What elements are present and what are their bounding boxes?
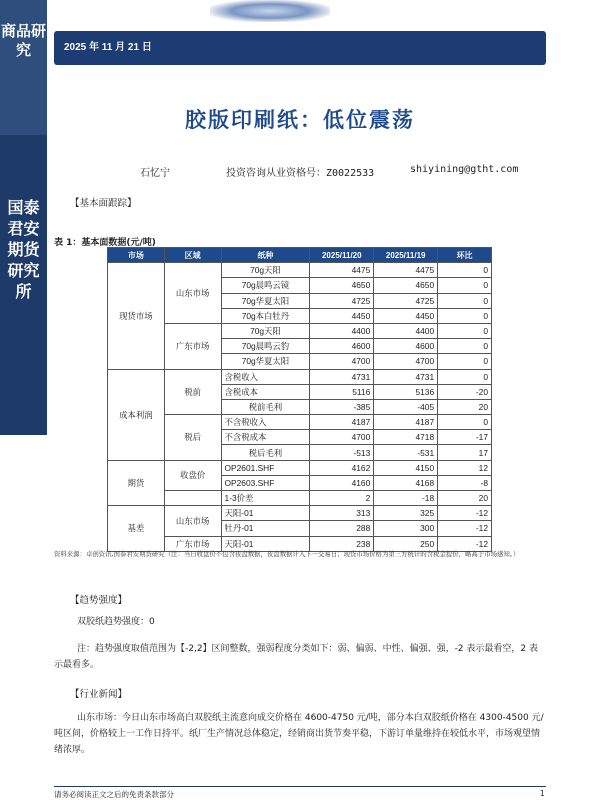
row-value-2: 4400: [374, 323, 438, 338]
row-item: 70g华夏太阳: [221, 293, 310, 308]
row-change: -17: [438, 430, 492, 445]
row-value-1: 4700: [310, 430, 374, 445]
row-item: OP2603.SHF: [221, 475, 310, 490]
row-value-1: 4600: [310, 339, 374, 354]
author-email: shiyining@gtht.com: [410, 164, 519, 175]
row-value-1: 4400: [310, 323, 374, 338]
section-fundamentals: 【基本面跟踪】: [70, 198, 137, 209]
group-futures: 期货: [108, 460, 165, 506]
row-value-1: 4162: [310, 460, 374, 475]
row-value-1: 4650: [310, 278, 374, 293]
row-value-2: 4700: [374, 354, 438, 369]
row-value-2: 325: [374, 506, 438, 521]
row-change: 0: [438, 415, 492, 430]
group-basis-guangdong: 广东市场: [164, 536, 221, 551]
row-item: 税前毛利: [221, 399, 310, 414]
col-header-region: 区域: [164, 248, 221, 263]
row-item: 70g晨鸣云豹: [221, 339, 310, 354]
table-row: [108, 415, 492, 430]
table-header-row: [108, 248, 492, 263]
group-shandong: 山东市场: [164, 263, 221, 324]
row-value-1: 288: [310, 521, 374, 536]
row-item: 含税成本: [221, 384, 310, 399]
row-value-2: 4718: [374, 430, 438, 445]
group-spot: 现货市场: [108, 263, 165, 369]
row-value-1: 4725: [310, 293, 374, 308]
page-title: 胶版印刷纸：低位震荡: [185, 107, 415, 132]
row-change: 17: [438, 445, 492, 460]
row-change: 0: [438, 293, 492, 308]
row-value-1: -513: [310, 445, 374, 460]
row-change: -12: [438, 506, 492, 521]
row-item: 70g晨鸣云镜: [221, 278, 310, 293]
group-pre-tax: 税前: [164, 369, 221, 415]
date-bar: [54, 31, 546, 65]
table-caption: 表 1：基本面数据(元/吨): [54, 238, 156, 248]
row-value-1: -385: [310, 399, 374, 414]
row-item: 70g本白牡丹: [221, 308, 310, 323]
group-basis-shandong: 山东市场: [164, 506, 221, 536]
col-header-item: 纸种: [221, 248, 310, 263]
row-value-2: 4168: [374, 475, 438, 490]
row-change: -12: [438, 521, 492, 536]
group-post-tax: 税后: [164, 415, 221, 461]
row-value-2: 4150: [374, 460, 438, 475]
sidebar-org-label: 国泰君安期货研究所: [7, 198, 40, 301]
row-value-1: 238: [310, 536, 374, 551]
table-row: [108, 491, 492, 506]
row-value-2: 4600: [374, 339, 438, 354]
row-item: 70g华夏太阳: [221, 354, 310, 369]
row-change: 20: [438, 399, 492, 414]
row-change: 0: [438, 339, 492, 354]
page-number: 1: [540, 789, 545, 798]
row-value-2: -18: [374, 491, 438, 506]
author-license: 投资咨询从业资格号：Z0022533: [226, 168, 375, 179]
row-value-1: 313: [310, 506, 374, 521]
row-value-2: 300: [374, 521, 438, 536]
row-value-1: 4700: [310, 354, 374, 369]
row-item: 70g天阳: [221, 263, 310, 278]
row-value-1: 5116: [310, 384, 374, 399]
section-trend: 【趋势强度】: [70, 595, 128, 606]
table-row: [108, 460, 492, 475]
trend-strength: 双胶纸趋势强度：0: [77, 617, 155, 627]
row-value-2: -405: [374, 399, 438, 414]
col-header-date1: 2025/11/20: [310, 248, 374, 263]
group-basis: 基差: [108, 506, 165, 552]
row-item: 70g天阳: [221, 323, 310, 338]
news-paragraph: 山东市场：今日山东市场高白双胶纸主流意向成交价格在 4600-4750 元/吨，部分本白双胶纸价格在 4300-4500 元/吨区间，价格较上一工作日持平。纸厂生产情况总体稳定，经销商出货节奏平稳，下游订单量维持在较低水平，市场观望情绪浓厚。: [54, 713, 544, 755]
sidebar-category-label: 商品研究: [0, 22, 46, 59]
row-item: OP2601.SHF: [221, 460, 310, 475]
col-header-market: 市场: [108, 248, 165, 263]
row-value-2: 4475: [374, 263, 438, 278]
row-item: 天阳-01: [221, 506, 310, 521]
table-row: [108, 369, 492, 384]
section-news: 【行业新闻】: [70, 689, 128, 700]
row-change: 20: [438, 491, 492, 506]
source-note: 资料来源：卓创资讯,国泰君安期货研究（注：当日收盘价不包含夜盘数据，夜盘数据计入下一交易日；现货市场价格为第三方统计的含税金提价，略高于市场感知。）: [54, 550, 520, 558]
row-value-2: 250: [374, 536, 438, 551]
header-banner-graphic: [210, 0, 330, 22]
row-change: 0: [438, 323, 492, 338]
row-item: 含税收入: [221, 369, 310, 384]
row-change: -20: [438, 384, 492, 399]
row-change: -8: [438, 475, 492, 490]
col-header-date2: 2025/11/19: [374, 248, 438, 263]
row-item: 不含税成本: [221, 430, 310, 445]
row-item: 1-3价差: [221, 491, 310, 506]
row-change: 0: [438, 278, 492, 293]
group-guangdong: 广东市场: [164, 323, 221, 369]
row-value-1: 4187: [310, 415, 374, 430]
col-header-change: 环比: [438, 248, 492, 263]
row-value-2: -531: [374, 445, 438, 460]
row-change: -12: [438, 536, 492, 551]
row-change: 0: [438, 369, 492, 384]
row-value-2: 5136: [374, 384, 438, 399]
footer-disclaimer: 请务必阅读正文之后的免责条款部分: [54, 790, 174, 799]
report-date: 2025 年 11 月 21 日: [64, 42, 152, 53]
row-value-1: 4450: [310, 308, 374, 323]
trend-note: 注：趋势强度取值范围为【-2,2】区间整数，强弱程度分类如下：弱、偏弱、中性、偏强、强，-2 表示最看空，2 表示最看多。: [54, 644, 538, 670]
table-row: [108, 323, 492, 338]
group-close: 收盘价: [164, 460, 221, 490]
sidebar-org-block: [0, 135, 47, 435]
spread-region-empty: [164, 491, 221, 506]
row-value-1: 4160: [310, 475, 374, 490]
row-value-2: 4187: [374, 415, 438, 430]
footer-divider: [54, 786, 546, 787]
row-item: 税后毛利: [221, 445, 310, 460]
table-row: [108, 506, 492, 521]
row-value-1: 2: [310, 491, 374, 506]
fundamentals-table: [107, 247, 492, 552]
row-value-1: 4731: [310, 369, 374, 384]
row-item: 牡丹-01: [221, 521, 310, 536]
table-row: [108, 263, 492, 278]
group-cost-profit: 成本利润: [108, 369, 165, 460]
row-value-1: 4475: [310, 263, 374, 278]
row-change: 0: [438, 308, 492, 323]
row-value-2: 4725: [374, 293, 438, 308]
author-name: 石忆宁: [140, 168, 170, 179]
row-value-2: 4731: [374, 369, 438, 384]
row-value-2: 4450: [374, 308, 438, 323]
row-value-2: 4650: [374, 278, 438, 293]
row-change: 0: [438, 263, 492, 278]
row-item: 天阳-01: [221, 536, 310, 551]
row-item: 不含税收入: [221, 415, 310, 430]
row-change: 0: [438, 354, 492, 369]
row-change: 12: [438, 460, 492, 475]
